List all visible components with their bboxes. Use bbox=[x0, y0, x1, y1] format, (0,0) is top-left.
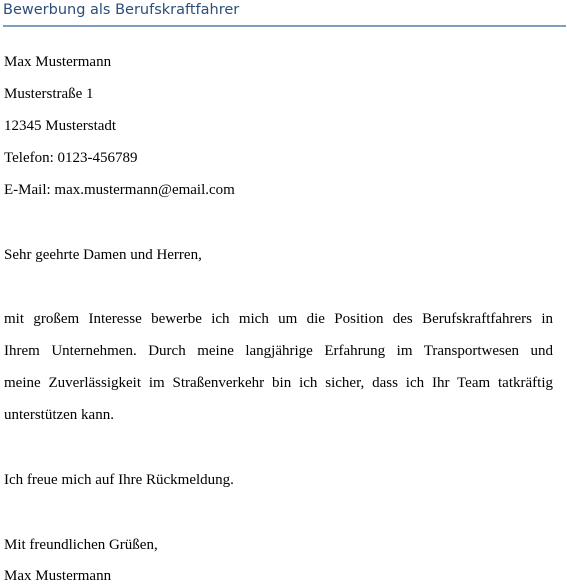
title-divider bbox=[3, 25, 566, 27]
sender-city: 12345 Musterstadt bbox=[4, 118, 117, 134]
body-line: mit großem Interesse bewerbe ich mich um die Position des Berufskraftfahrers in bbox=[4, 311, 553, 327]
sender-street: Musterstraße 1 bbox=[4, 86, 94, 102]
body-line: Ihrem Unternehmen. Durch meine langjährige Erfahrung im Transportwesen und bbox=[4, 343, 553, 359]
closing-phrase: Mit freundlichen Grüßen, bbox=[4, 537, 158, 553]
sender-phone: Telefon: 0123-456789 bbox=[4, 150, 138, 166]
closing-sentence: Ich freue mich auf Ihre Rückmeldung. bbox=[4, 472, 234, 488]
sender-email: E-Mail: max.mustermann@email.com bbox=[4, 182, 235, 198]
signature-name: Max Mustermann bbox=[4, 568, 112, 584]
sender-name: Max Mustermann bbox=[4, 54, 112, 70]
salutation: Sehr geehrte Damen und Herren, bbox=[4, 247, 202, 263]
body-line: unterstützen kann. bbox=[4, 407, 114, 423]
document-title: Bewerbung als Berufskraftfahrer bbox=[3, 2, 240, 18]
body-line: meine Zuverlässigkeit im Straßenverkehr bin ich sicher, dass ich Ihr Team tatkräftig bbox=[4, 375, 553, 391]
